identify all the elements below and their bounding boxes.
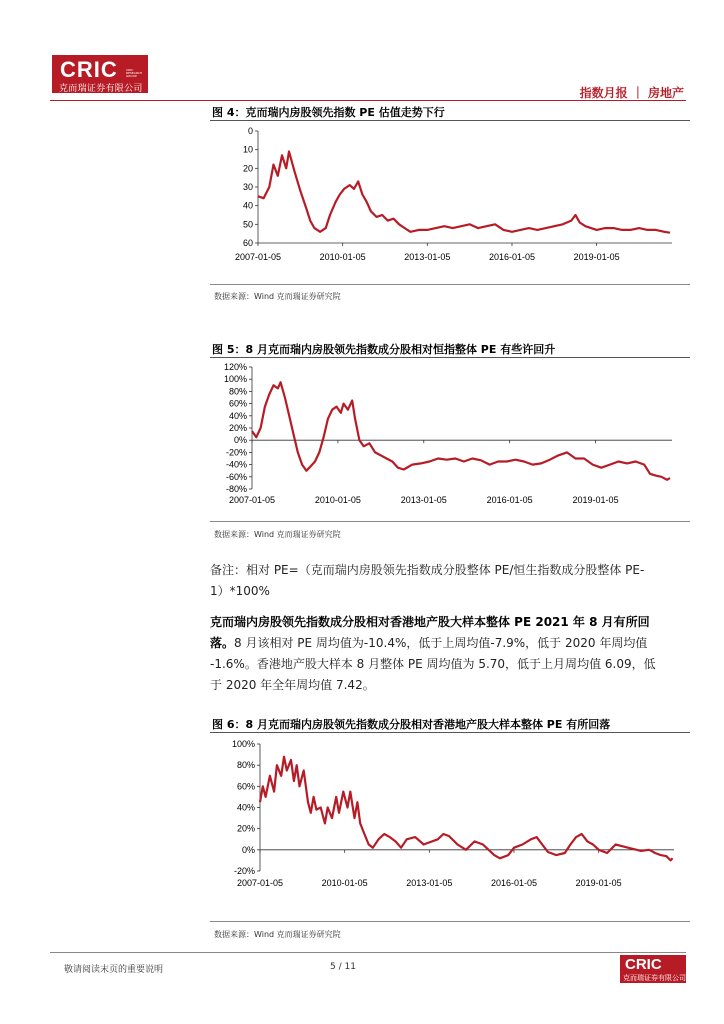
- figure-4-chart: [210, 123, 690, 268]
- y-tick-label: 40%: [236, 802, 255, 813]
- y-tick-label: 10: [242, 144, 253, 155]
- page-number: 5 / 11: [330, 962, 356, 972]
- logo-text: CRIC: [60, 57, 118, 82]
- x-tick-label: 2010-01-05: [321, 878, 368, 888]
- figure-5-chart: [210, 361, 690, 511]
- figure-5-top-rule: [210, 357, 690, 358]
- figure-5-bottom-rule: [210, 521, 690, 522]
- paragraph-body-1: 8 月该相对 PE 周均值为-10.4%，低于上周均值-7.9%，低于 2020 年周均值: [234, 636, 648, 650]
- x-tick-label: 2016-01-05: [490, 878, 538, 888]
- y-tick-label: 120%: [223, 362, 247, 372]
- analysis-paragraph: [210, 612, 690, 696]
- y-tick-label: 50: [242, 219, 253, 230]
- x-tick-label: 2016-01-05: [486, 495, 533, 505]
- figure-5-source: 数据来源：Wind 克而瑞证券研究院: [214, 530, 341, 539]
- y-tick-label: 20%: [228, 423, 247, 433]
- header-divider: [50, 100, 686, 101]
- y-tick-label: 30: [242, 182, 253, 192]
- x-tick-label: 2013-01-05: [404, 252, 451, 262]
- logo-company-name: 克而瑞证券有限公司: [59, 84, 143, 94]
- figure-6-top-rule: [210, 732, 690, 733]
- x-tick-label: 2019-01-05: [573, 252, 620, 262]
- note-line-2: 1）*100%: [210, 584, 270, 598]
- y-tick-label: 20: [242, 163, 253, 174]
- footer-logo-text: CRIC: [625, 956, 662, 973]
- company-logo: [52, 55, 148, 93]
- x-tick-label: 2016-01-05: [488, 252, 536, 262]
- footer-disclaimer: 敬请阅读末页的重要说明: [64, 965, 164, 975]
- figure-5-title: 图 5：8 月克而瑞内房股领先指数成分股相对恒指整体 PE 有些许回升: [212, 343, 556, 356]
- y-tick-label: 0: [247, 126, 253, 136]
- y-tick-label: 0%: [233, 435, 247, 446]
- figure-6-title: 图 6：8 月克而瑞内房股领先指数成分股相对香港地产股大样本整体 PE 有所回落: [212, 718, 611, 731]
- note-block: [210, 560, 690, 602]
- paragraph-line-2: [210, 633, 690, 654]
- y-tick-label: 60%: [236, 781, 255, 792]
- y-tick-label: 20%: [236, 823, 255, 834]
- note-line-1: 备注：相对 PE=（克而瑞内房股领先指数成分股整体 PE/恒生指数成分股整体 PE-: [210, 563, 645, 577]
- y-tick-label: 80%: [228, 386, 247, 397]
- x-tick-label: 2019-01-05: [572, 495, 619, 505]
- logo-subtext: CRIC RESEARCH GROUP: [126, 68, 143, 78]
- x-tick-label: 2013-01-05: [406, 878, 453, 888]
- series-line: [258, 152, 670, 233]
- paragraph-body-2: -1.6%。香港地产股大样本 8 月整体 PE 周均值为 5.70，低于上月周均值 6.09，低: [210, 657, 656, 671]
- footer-divider: [50, 952, 686, 953]
- footer-logo: [620, 955, 686, 983]
- series-line: [252, 382, 670, 480]
- y-tick-label: 80%: [236, 760, 255, 771]
- x-tick-label: 2007-01-05: [236, 878, 284, 888]
- y-tick-label: -20%: [233, 866, 255, 876]
- x-tick-label: 2019-01-05: [575, 878, 622, 888]
- x-tick-label: 2010-01-05: [314, 495, 361, 505]
- figure-4-title: 图 4：克而瑞内房股领先指数 PE 估值走势下行: [212, 106, 445, 119]
- y-tick-label: 100%: [231, 739, 255, 749]
- footer-logo-company: 克而瑞证券有限公司: [623, 974, 686, 982]
- y-tick-label: 100%: [223, 374, 247, 385]
- y-tick-label: 40: [242, 200, 253, 211]
- y-tick-label: -40%: [225, 459, 247, 470]
- x-tick-label: 2007-01-05: [234, 252, 282, 262]
- x-tick-label: 2007-01-05: [228, 495, 276, 505]
- y-tick-label: 40%: [228, 410, 247, 421]
- figure-6-bottom-rule: [210, 921, 690, 922]
- x-tick-label: 2013-01-05: [400, 495, 447, 505]
- figure-4-bottom-rule: [210, 284, 690, 285]
- paragraph-body-3: 于 2020 年全年周均值 7.42。: [210, 678, 375, 692]
- figure-6-chart: [210, 736, 690, 891]
- paragraph-lead-line-1: 克而瑞内房股领先指数成分股相对香港地产股大样本整体 PE 2021 年 8 月有所回: [210, 615, 650, 629]
- figure-4-top-rule: [210, 120, 690, 121]
- report-title: 指数月报 ｜ 房地产: [579, 86, 684, 100]
- figure-4-source: 数据来源：Wind 克而瑞证券研究院: [214, 292, 341, 301]
- series-line: [260, 757, 673, 861]
- figure-6-source: 数据来源：Wind 克而瑞证券研究院: [214, 930, 341, 939]
- y-tick-label: -60%: [225, 471, 247, 482]
- y-tick-label: -80%: [225, 484, 247, 494]
- y-tick-label: 0%: [241, 844, 255, 855]
- paragraph-lead-line-2: 落。: [210, 636, 235, 650]
- x-tick-label: 2010-01-05: [319, 252, 366, 262]
- y-tick-label: 60%: [228, 398, 247, 409]
- y-tick-label: 60: [242, 238, 253, 248]
- y-tick-label: -20%: [225, 447, 247, 458]
